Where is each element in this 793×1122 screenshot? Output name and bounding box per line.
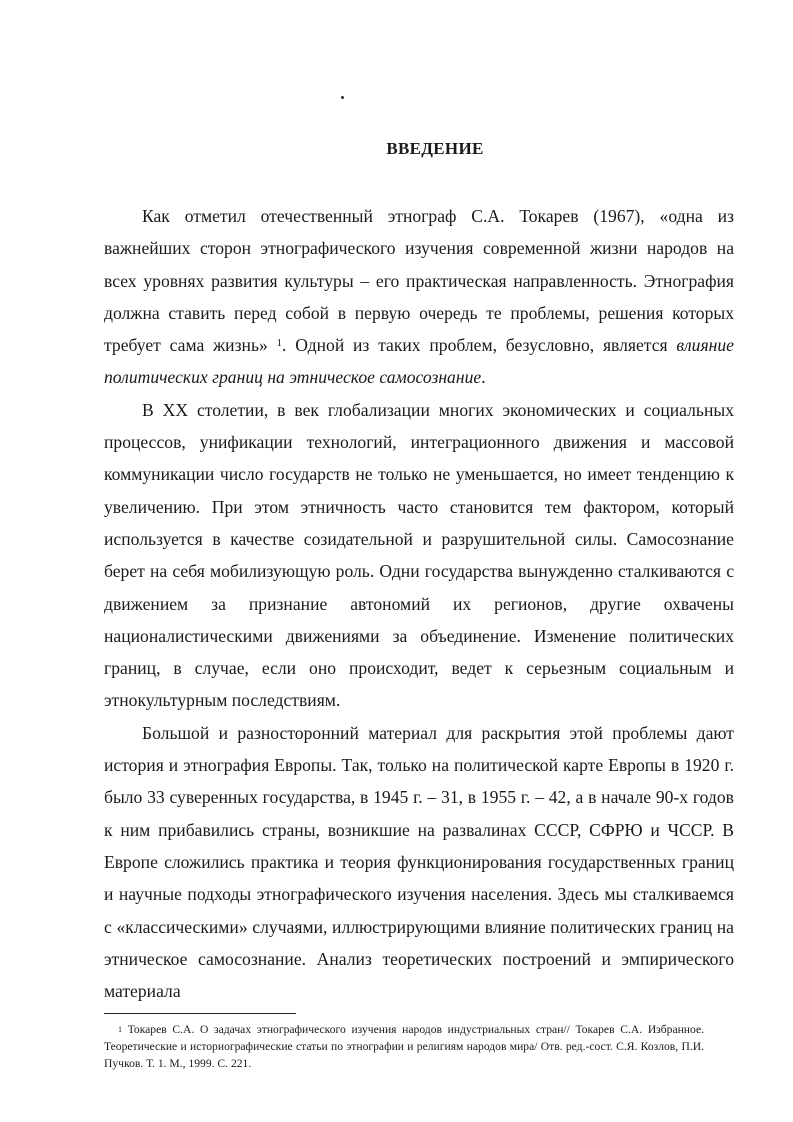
body-text [104, 200, 734, 1007]
paragraph-1-continuation: . Одной из таких проблем, безусловно, является [282, 335, 677, 356]
footnote-divider [104, 1013, 296, 1014]
paragraph-1-end: . [481, 367, 486, 388]
scan-speck [341, 96, 344, 99]
footnote-text: Токарев С.А. О задачах этнографического изучения народов индустриальных стран// Токарев С.А. Избранное. Теоретические и историографические статьи по этнографии и религиям народов мира/ Отв. ред.-сост. С.Я. Козлов, П.И. Пучков. Т. 1. М., 1999. С. 221. [104, 1023, 704, 1070]
footnote-reference: 1 [276, 337, 283, 350]
paragraph-1-emphasis: влияние политических границ на этническое самосознание [104, 335, 734, 388]
footnote [104, 1021, 704, 1072]
footnote-number: 1 [118, 1025, 122, 1034]
paragraph-3: Большой и разносторонний материал для раскрытия этой проблемы дают история и этнография Европы. Так, только на политической карте Европы в 1920 г. было 33 суверенных государства, в 1945 г. – 31, в 1955 г. – 42, а в начале 90-х годов к ним прибавились страны, возникшие на развалинах СССР, СФРЮ и ЧССР. В Европе сложились практика и теория функционирования государственных границ и научные подходы этнографического изучения населения. Здесь мы сталкиваемся с «классическими» случаями, иллюстрирующими влияние политических границ на этническое самосознание. Анализ теоретических построений и эмпирического материала [104, 722, 734, 1002]
page-title: ВВЕДЕНИЕ [386, 139, 484, 158]
paragraph-1-text: Как отметил отечественный этнограф С.А. Токарев (1967), «одна из важнейших сторон этнографического изучения современной жизни народов на всех уровнях развития культуры – его практическая направленность. Этнография должна ставить перед собой в первую очередь те проблемы, решения которых требует сама жизнь» [104, 206, 734, 356]
paragraph-1 [104, 200, 734, 394]
paragraph-2: В XX столетии, в век глобализации многих экономических и социальных процессов, унификации технологий, интеграционного движения и массовой коммуникации число государств не только не уменьшается, но имеет тенденцию к увеличению. При этом этничность часто становится тем фактором, который используется в качестве созидательной и разрушительной силы. Самосознание берет на себя мобилизующую роль. Одни государства вынужденно сталкиваются с движением за признание автономий их регионов, другие охвачены националистическими движениями за объединение. Изменение политических границ, в случае, если оно происходит, ведет к серьезным социальным и этнокультурным последствиям. [104, 399, 734, 711]
